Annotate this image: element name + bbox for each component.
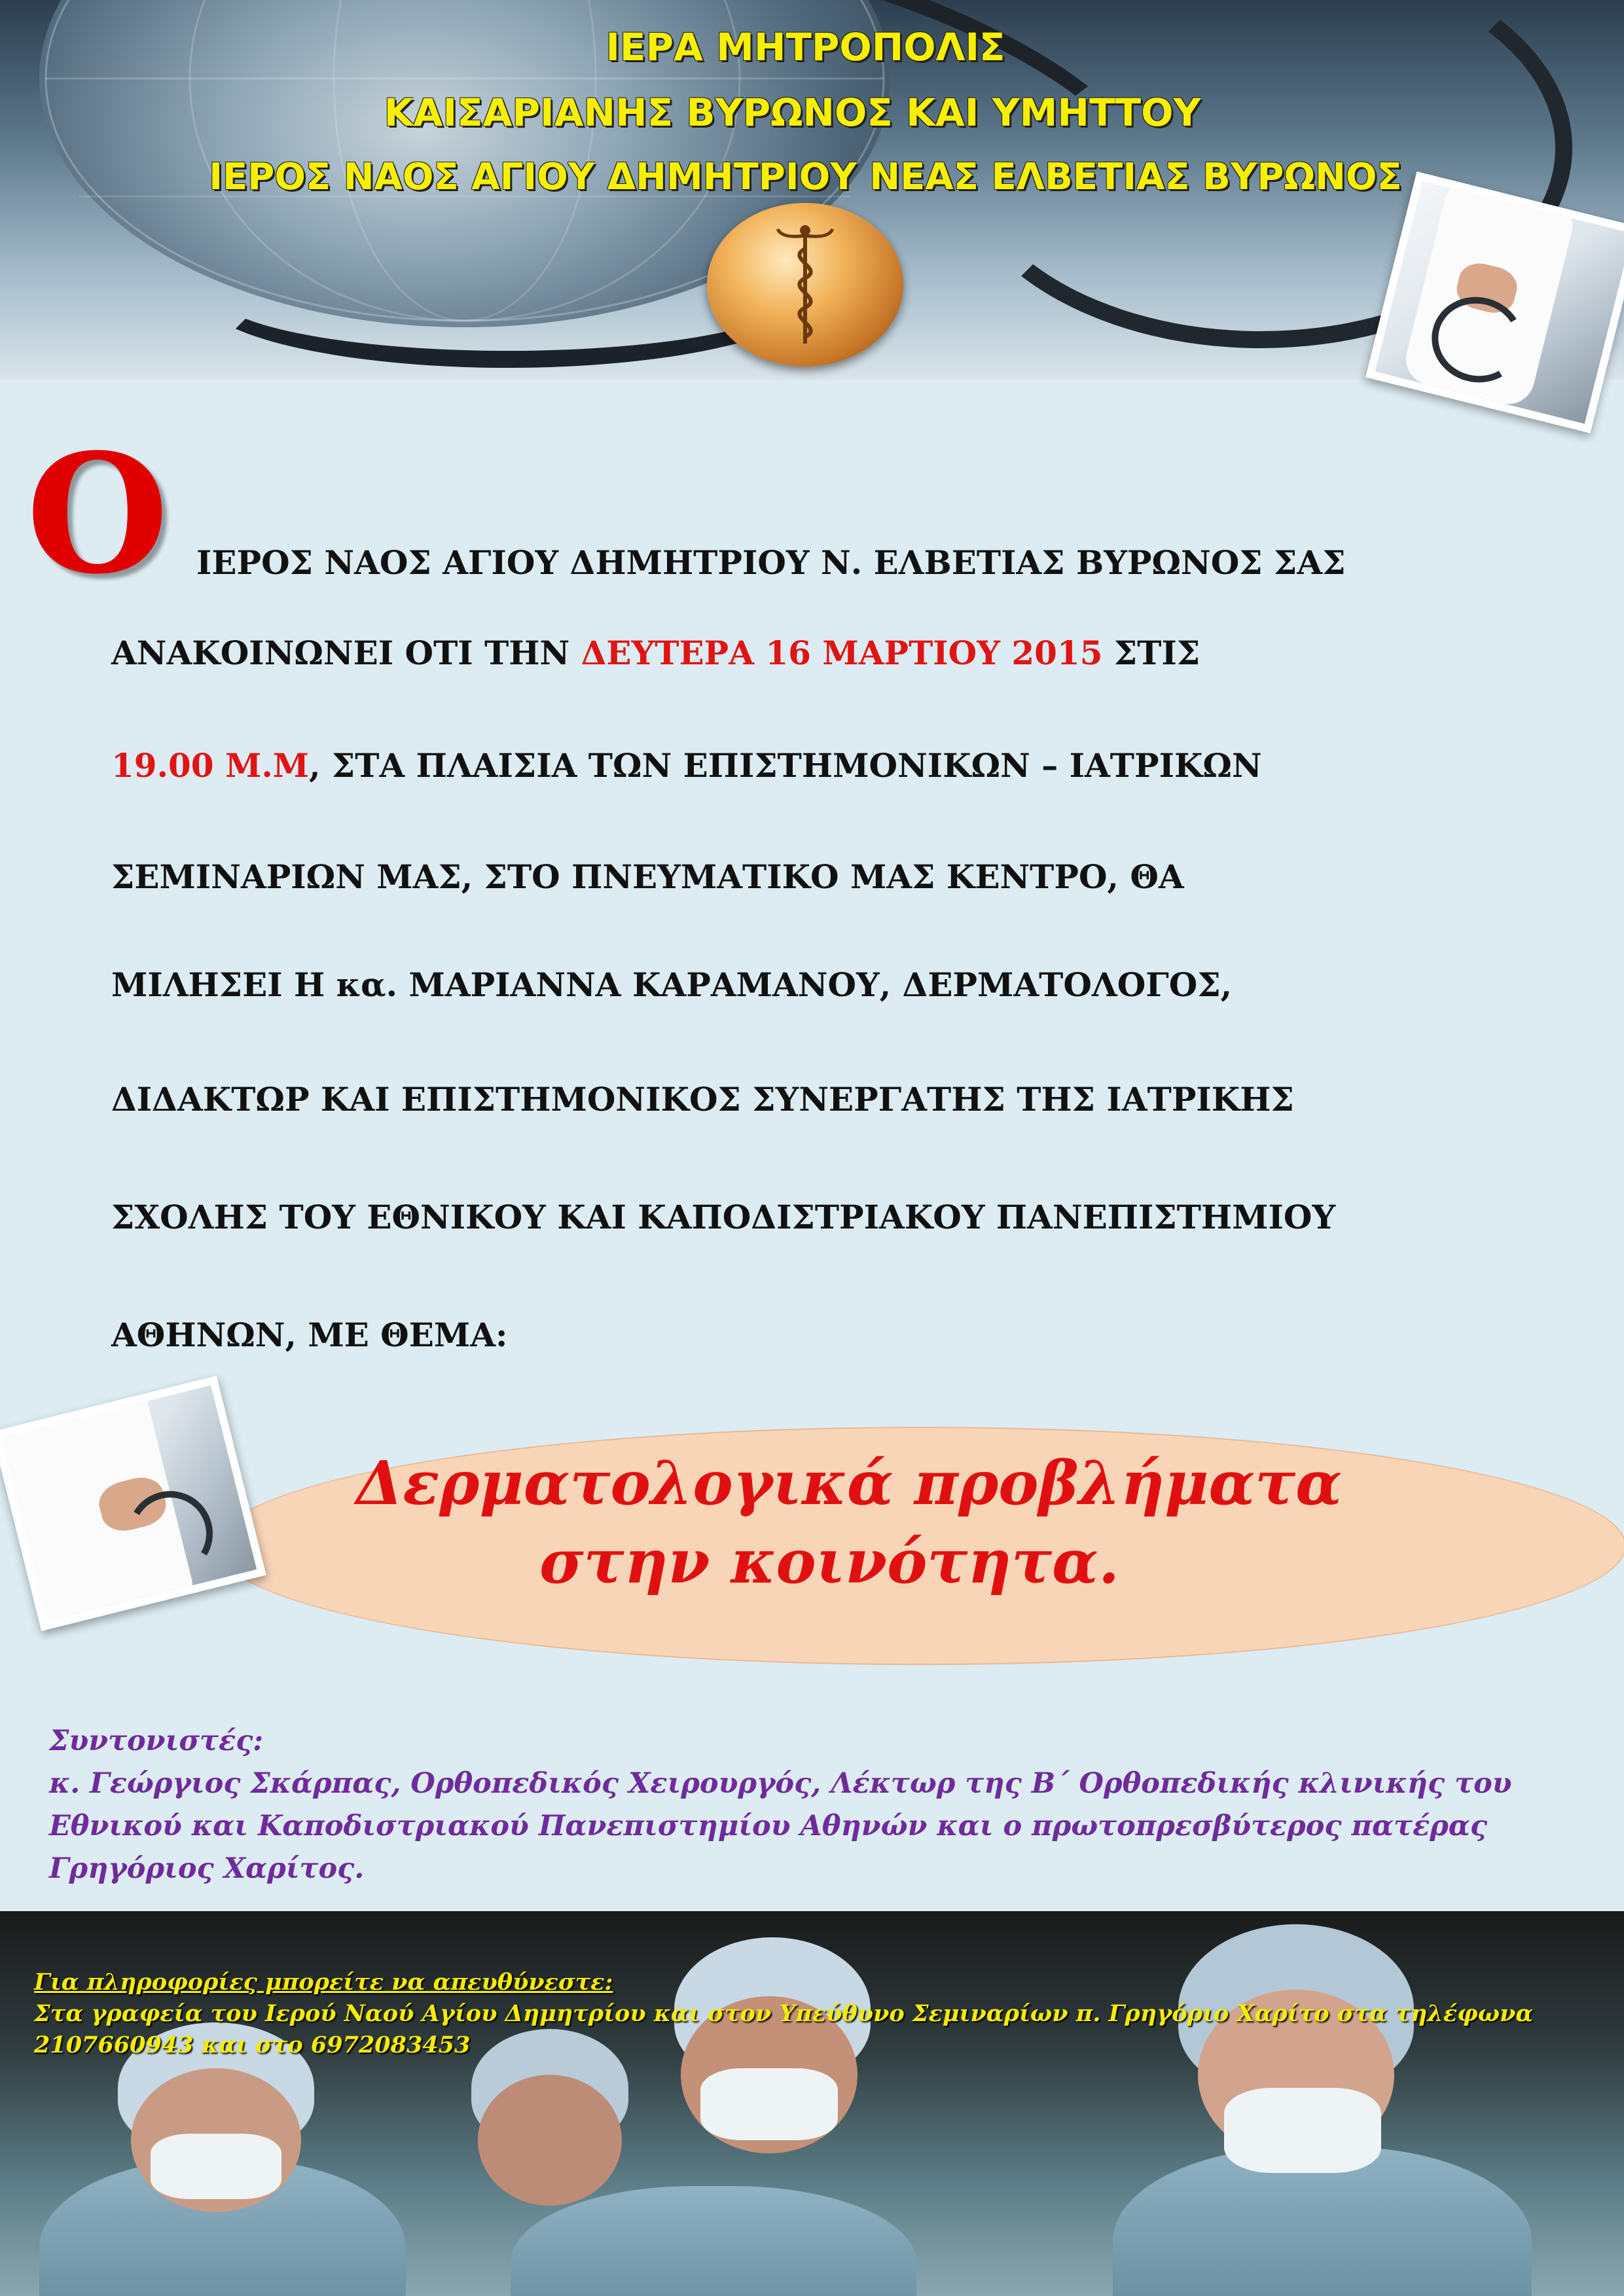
announcement-line-3 xyxy=(111,746,1262,785)
announcement-text: ΑΝΑΚΟΙΝΩΝΕΙ ΟΤΙ ΤΗΝ xyxy=(111,634,581,672)
info-heading: Για πληροφορίες μπορείτε να απευθύνεστε: xyxy=(34,1969,613,1996)
announcement-line-7: ΣΧΟΛΗΣ ΤΟΥ ΕΘΝΙΚΟΥ ΚΑΙ ΚΑΠΟΔΙΣΤΡΙΑΚΟΥ ΠΑΝΕΠΙΣΤΗΜΙΟΥ xyxy=(111,1198,1336,1236)
drop-cap-letter: Ο xyxy=(26,418,169,610)
topic-ellipse xyxy=(216,1427,1624,1665)
event-time: 19.00 Μ.Μ xyxy=(111,746,310,785)
event-date: ΔΕΥΤΕΡΑ 16 ΜΑΡΤΙΟΥ 2015 xyxy=(581,634,1103,672)
announcement-line-4: ΣΕΜΙΝΑΡΙΩΝ ΜΑΣ, ΣΤΟ ΠΝΕΥΜΑΤΙΚΟ ΜΑΣ ΚΕΝΤΡΟ, ΘΑ xyxy=(111,857,1184,896)
coordinators-line-1: κ. Γεώργιος Σκάρπας, Ορθοπεδικός Χειρουργός, Λέκτωρ της Β΄ Ορθοπεδικής κλινικής του xyxy=(49,1767,1512,1800)
header-title-3: ΙΕΡΟΣ ΝΑΟΣ ΑΓΙΟΥ ΔΗΜΗΤΡΙΟΥ ΝΕΑΣ ΕΛΒΕΤΙΑΣ ΒΥΡΩΝΟΣ xyxy=(209,156,1402,198)
topic-title-line-1: Δερματολογικά προβλήματα xyxy=(355,1448,1342,1518)
coordinators-line-2: Εθνικού και Καποδιστριακού Πανεπιστημίου Αθηνών και ο πρωτοπρεσβύτερος πατέρας xyxy=(49,1810,1488,1842)
topic-title-line-2: στην κοινότητα. xyxy=(539,1526,1120,1597)
header-title-1: ΙΕΡΑ ΜΗΤΡΟΠΟΛΙΣ xyxy=(605,25,1005,69)
caduceus-emblem xyxy=(707,203,903,367)
announcement-line-5: ΜΙΛΗΣΕΙ Η κα. ΜΑΡΙΑΝΝΑ ΚΑΡΑΜΑΝΟΥ, ΔΕΡΜΑΤΟΛΟΓΟΣ, xyxy=(111,965,1233,1004)
coordinators-heading: Συντονιστές: xyxy=(49,1725,264,1757)
info-line-1: Στα γραφεία του Ιερού Ναού Αγίου Δημητρίου και στον Υπεύθυνο Σεμιναρίων π. Γρηγόριο Χαρίτο στα τηλέφωνα xyxy=(34,2000,1534,2027)
announcement-text: , ΣΤΑ ΠΛΑΙΣΙΑ ΤΩΝ ΕΠΙΣΤΗΜΟΝΙΚΩΝ – ΙΑΤΡΙΚΩΝ xyxy=(309,746,1262,785)
header-title-2: ΚΑΙΣΑΡΙΑΝΗΣ ΒΥΡΩΝΟΣ ΚΑΙ ΥΜΗΤΤΟΥ xyxy=(384,90,1201,135)
announcement-line-2 xyxy=(111,634,1200,672)
announcement-text: ΣΤΙΣ xyxy=(1102,634,1200,672)
info-phones: 2107660943 και στο 6972083453 xyxy=(34,2032,471,2058)
announcement-line-1: ΙΕΡΟΣ ΝΑΟΣ ΑΓΙΟΥ ΔΗΜΗΤΡΙΟΥ Ν. ΕΛΒΕΤΙΑΣ ΒΥΡΩΝΟΣ ΣΑΣ xyxy=(196,543,1346,582)
caduceus-icon xyxy=(772,223,838,347)
announcement-line-6: ΔΙΔΑΚΤΩΡ ΚΑΙ ΕΠΙΣΤΗΜΟΝΙΚΟΣ ΣΥΝΕΡΓΑΤΗΣ ΤΗΣ ΙΑΤΡΙΚΗΣ xyxy=(111,1080,1294,1119)
announcement-line-8: ΑΘΗΝΩΝ, ΜΕ ΘΕΜΑ: xyxy=(111,1316,508,1354)
coordinators-line-3: Γρηγόριος Χαρίτος. xyxy=(49,1852,365,1885)
